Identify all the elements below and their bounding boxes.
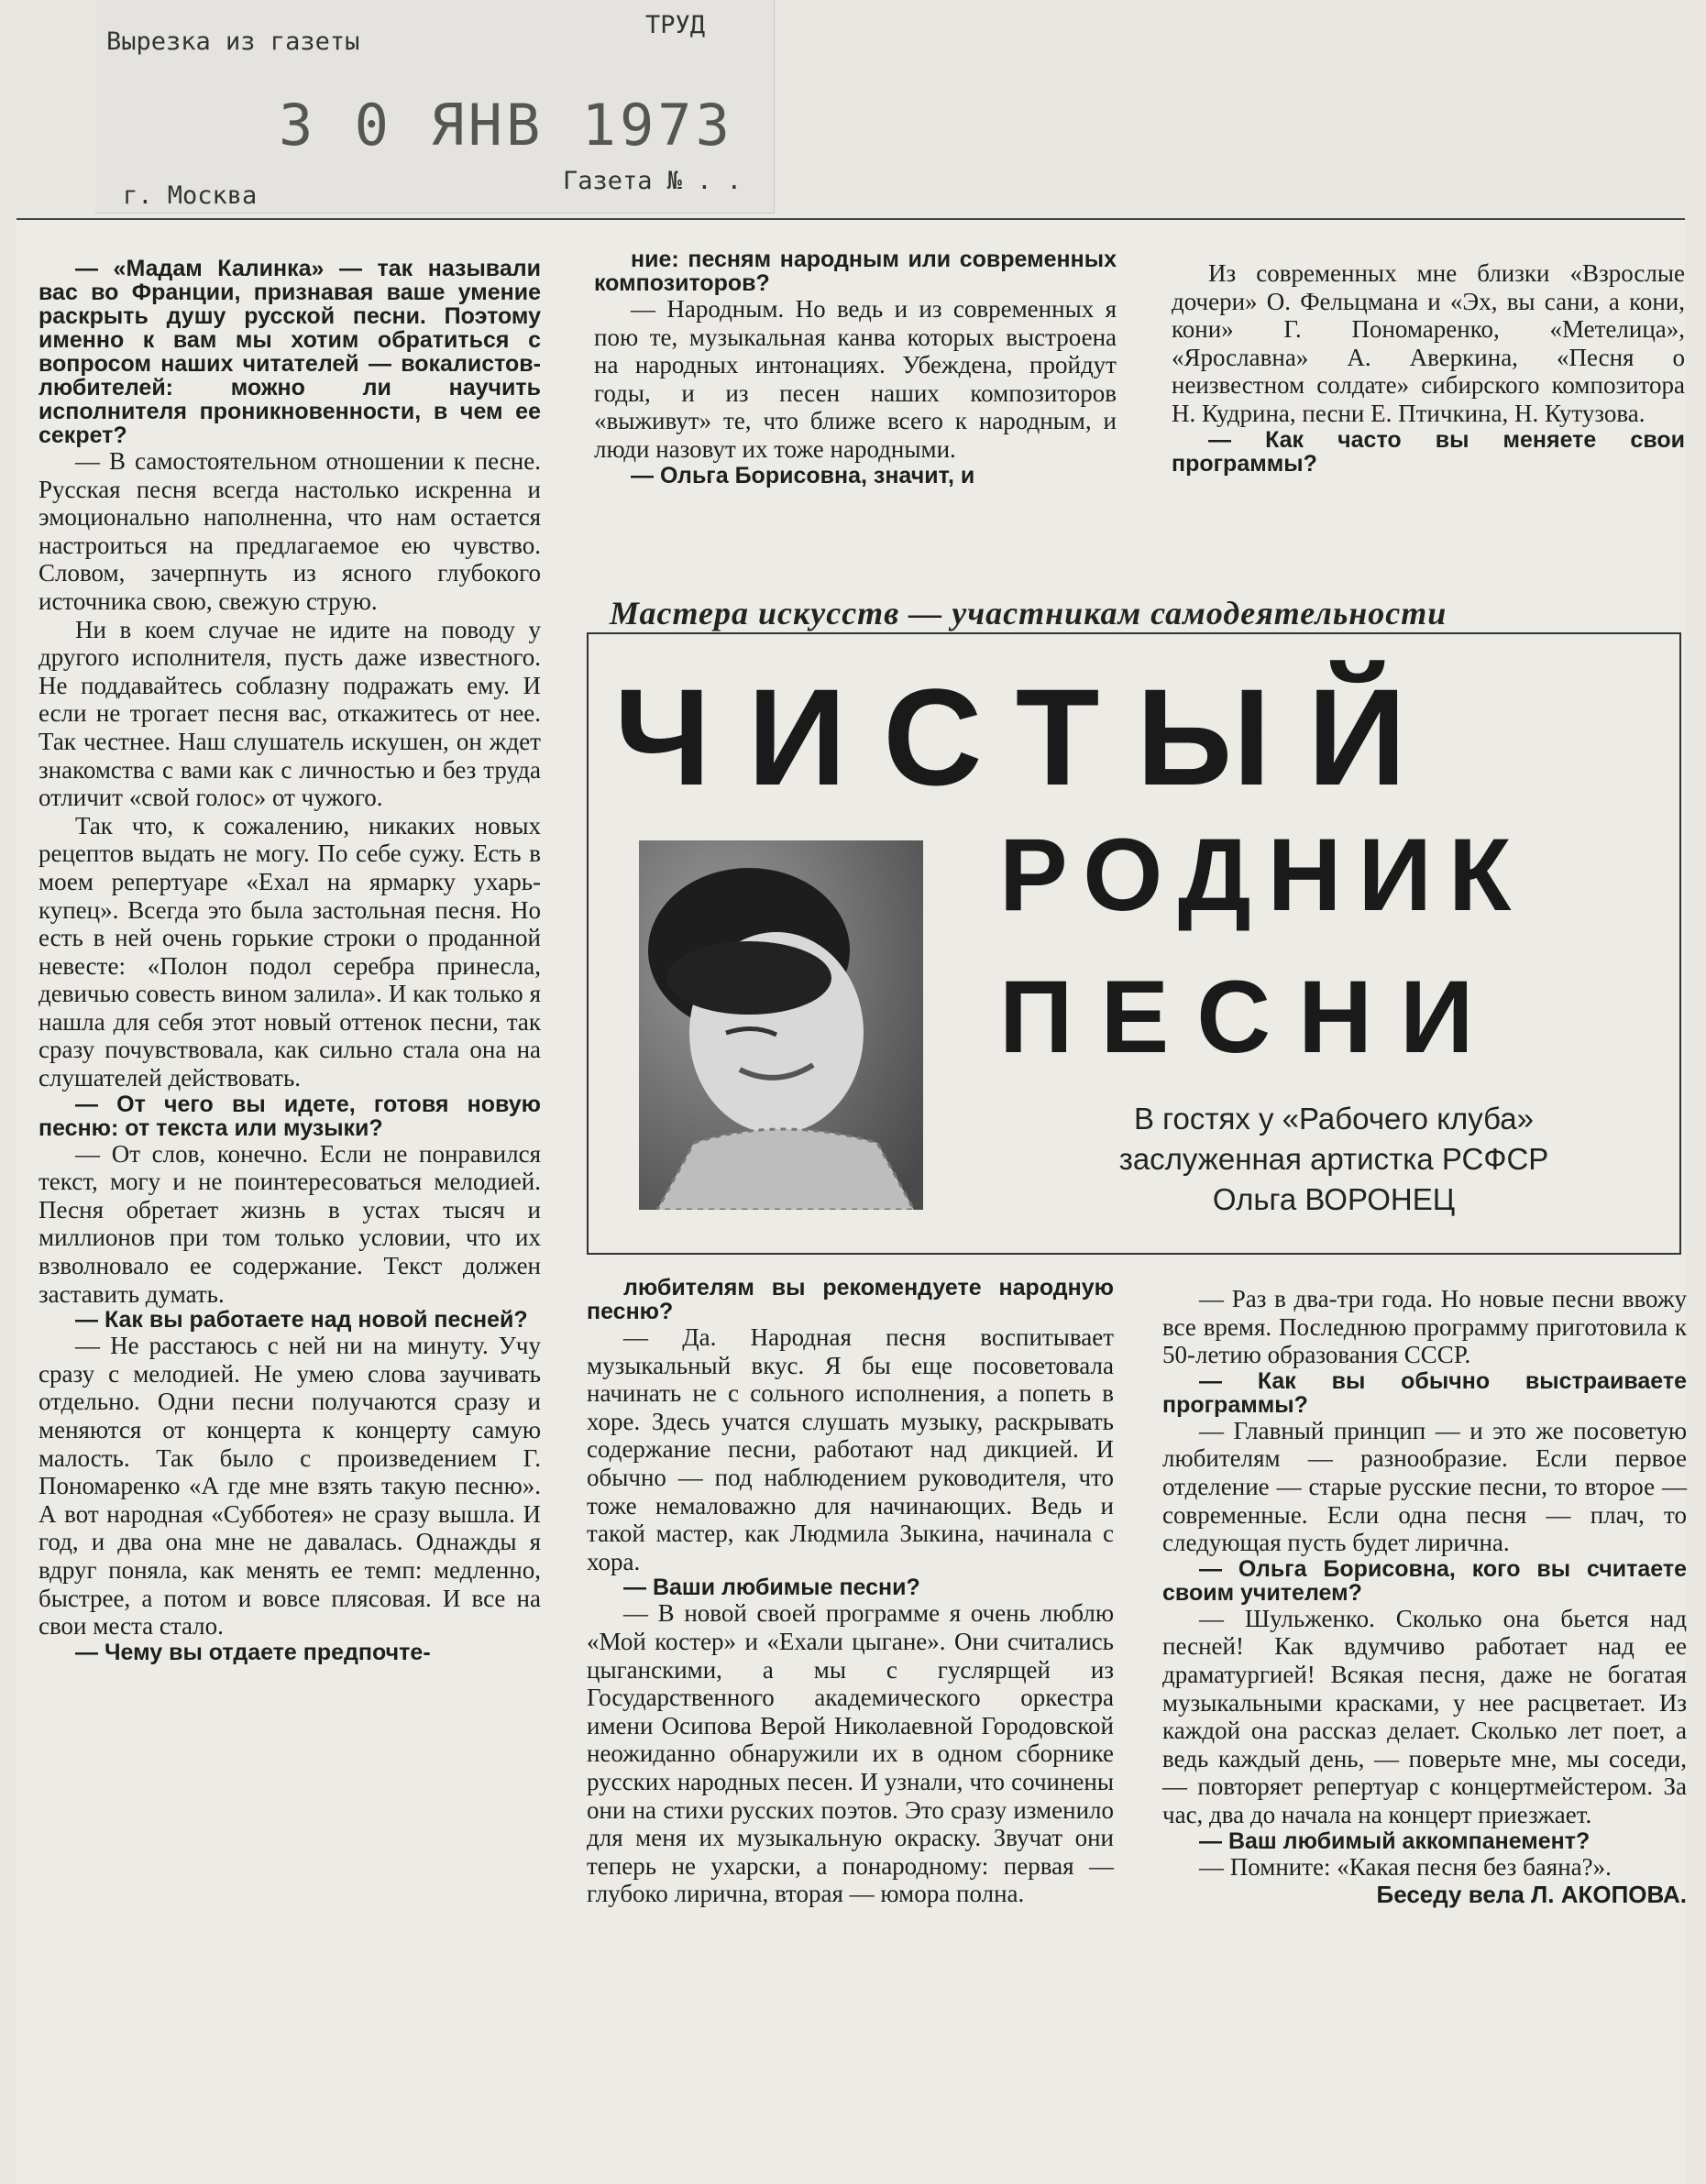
article-paragraph: Так что, к сожалению, никаких новых рецептов выдать не могу. По себе сужу. Есть в моем репертуаре «Ехал на ярмарку ухарь-купец». Всегда это была застольная песня. Но есть в ней очень горькие строки о проданной невесте: «Полон подол серебра принесла, девичью совесть вином залила». И как только я нашла для себя этот новый оттенок песни, так сразу почувствовала, как сильно стала она на слушателей действовать. (39, 811, 541, 1092)
interview-question: — Ольга Борисовна, значит, и (631, 462, 975, 488)
rubric-heading: Мастера искусств — участникам самодеятельности (610, 594, 1456, 632)
byline-line-1: В гостях у «Рабочего клуба» (1134, 1102, 1534, 1136)
interview-question: — «Мадам Калинка» — так называли вас во Франции, признавая ваше умение раскрыть душу русской песни. Поэтому именно к вам мы хотим обратиться с вопросом наших читателей — вокалистов-любителей: можно ли научить исполнителя проникновенности, в чем ее секрет? (39, 256, 541, 448)
interview-question: — От чего вы идете, готовя новую песню: от текста или музыки? (39, 1091, 541, 1141)
interview-question: — Ваши любимые песни? (623, 1575, 920, 1601)
article-column-2-top (594, 247, 1117, 488)
article-column-2-bottom (587, 1276, 1114, 1908)
article-paragraph: — Раз в два-три года. Но новые песни ввожу все время. Последнюю программу приготовила к 50-летию образования СССР. (1162, 1285, 1687, 1369)
interview-question: ние: песням народным или современных композиторов? (594, 247, 1117, 296)
interview-question: — Как часто вы меняете свои программы? (1172, 426, 1685, 477)
article-paragraph: — Помните: «Какая песня без баяна?». (1199, 1852, 1612, 1881)
interview-question: — Ольга Борисовна, кого вы считаете своим учителем? (1162, 1555, 1687, 1606)
article-column-1 (39, 257, 541, 1664)
interview-question: — Ваш любимый аккомпанемент? (1199, 1827, 1590, 1854)
clipping-label (95, 0, 775, 214)
interview-question: — Как вы обычно выстраиваете программы? (1162, 1367, 1687, 1418)
issue-label: Газета № . . (563, 167, 743, 195)
interview-question: — Чему вы отдаете предпочте- (75, 1639, 431, 1665)
interview-question: любителям вы рекомендуете народную песню? (587, 1275, 1114, 1324)
article-paragraph: — Не расстаюсь с ней ни на минуту. Учу сразу с мелодией. Не умею слова заучивать отдельно. Одни песни получаются сразу и меняются от концерта к концерту самую малость. Так было с произведением Г. Пономаренко «А где мне взять такую песню». А вот народная «Субботея» не сразу вышла. И год, и два она мне не давалась. Однажды я вдруг поняла, как менять ее темп: медленно, быстрее, а потом и вовсе плясовая. И все на свои места стало. (39, 1332, 541, 1641)
article-paragraph: — В самостоятельном отношении к песне. Русская песня всегда настолько искренна и эмоционально наполненна, что нам остается настроиться на предлагаемое ею чувство. Словом, зачерпнуть из ясного глубокого источника свою, свежую струю. (39, 447, 541, 615)
article-paragraph: — Да. Народная песня воспитывает музыкальный вкус. Я бы еще посоветовала начинать не с сольного исполнения, а попеть в хоре. Здесь учатся слушать музыку, раскрывать содержание песни, работают над дикцией. И обычно — под наблюдением руководителя, что тоже немаловажно для начинающих. Ведь и такой мастер, как Людмила Зыкина, начинала с хора. (587, 1323, 1114, 1575)
article-paragraph: — От слов, конечно. Если не понравился текст, могу и не поинтересоваться мелодией. Песня обретает жизнь в устах тысяч и миллионов при том только условии, что их взволновало ее содержание. Текст должен заставить думать. (39, 1139, 541, 1308)
article-paragraph: Ни в коем случае не идите на поводу у другого исполнителя, пусть даже известного. Не поддавайтесь соблазну подражать ему. И если не трогает песня вас, откажитесь от нее. Так честнее. Наш слушатель искушен, он ждет знакомства с вами как с личностью и без труда отличит «свой голос» от чужого. (39, 615, 541, 812)
article-paragraph: Из современных мне близки «Взрослые дочери» О. Фельцмана и «Эх, вы сани, а кони, кони» Г. Пономаренко, «Метелица», «Ярославна» А. Аверкина, «Песня о неизвестном солдате» сибирского композитора Н. Кудрина, песни Е. Птичкина, Н. Кутузова. (1172, 259, 1685, 427)
article-paragraph: — В новой своей программе я очень люблю «Мой костер» и «Ехали цыгане». Они считались цыганскими, а мы с гуслярщей из Государственного академического оркестра имени Осипова Верой Николаевной Городовской неожиданно обнаружили их в одном сборнике русских народных песен. И узнали, что сочинены они на стихи русских поэтов. Это сразу изменило для меня их музыкальную окраску. Звучат они теперь не ухарски, а понародному: первая — глубоко лирична, вторая — юмора полна. (587, 1599, 1114, 1908)
headline-line-1: ЧИСТЫЙ (614, 660, 1444, 814)
portrait-photo (639, 840, 923, 1210)
byline-line-2: заслуженная артистка РСФСР (1118, 1142, 1549, 1176)
newspaper-name: ТРУД (645, 11, 706, 39)
city-label: г. Москва (123, 181, 258, 210)
article-paragraph: — Народным. Но ведь и из современных я пою те, музыкальная канва которых выстроена на народных интонациях. Убеждена, пройдут годы, и из песен наших композиторов «выживут» те, что ближе всего к народным, и люди назовут их тоже народными. (594, 295, 1117, 463)
article-column-3-top (1172, 259, 1685, 476)
portrait-image (639, 840, 923, 1210)
byline-line-3: Ольга ВОРОНЕЦ (1212, 1182, 1456, 1216)
interview-question: — Как вы работаете над новой песней? (75, 1307, 528, 1333)
clipping-label-text: Вырезка из газеты (106, 27, 360, 56)
headline-line-3: ПЕСНИ (999, 960, 1502, 1074)
article-paragraph: — Шульженко. Сколько она бьется над песней! Как вдумчиво работает над ее драматургией! Всякая песня, даже не богатая музыкальными красками, у нее расцветает. Из каждой она рассказ делает. Сколько лет поет, а ведь каждый день, — поверьте мне, мы соседи, — повторяет репертуар с концертмейстером. За час, два до начала на концерт приезжает. (1162, 1604, 1687, 1828)
headline-line-2: РОДНИК (999, 818, 1528, 932)
article-paragraph: — Главный принцип — и это же посоветую любителям — разнообразие. Если первое отделение — старые русские песни, то второе — современные. Если одна песня — плач, то следующая пусть будет лирична. (1162, 1416, 1687, 1557)
article-column-3-bottom (1162, 1285, 1687, 1909)
date-stamp: 3 0 ЯНВ 1973 (279, 92, 733, 159)
author-signature: Беседу вела Л. АКОПОВА. (1376, 1881, 1687, 1909)
